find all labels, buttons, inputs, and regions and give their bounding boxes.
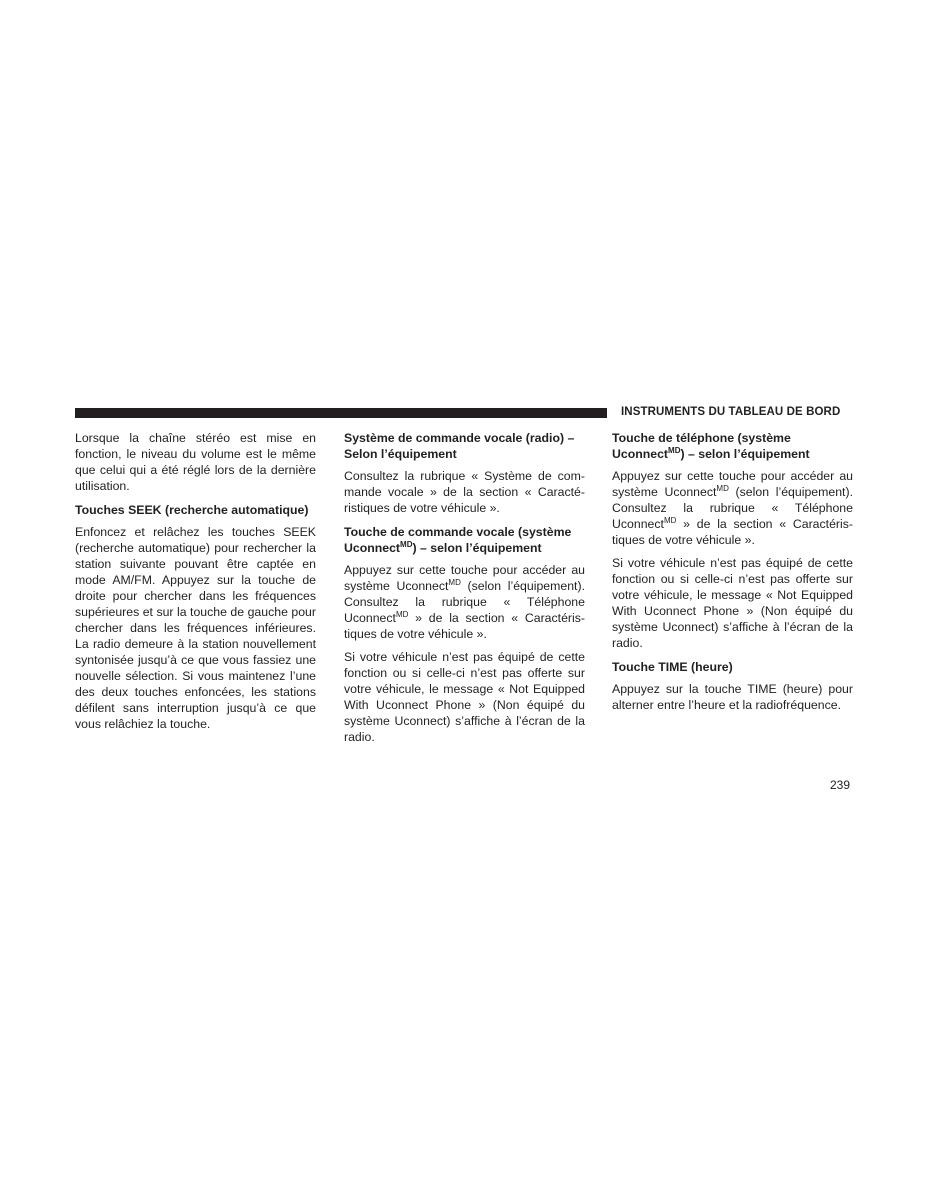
trademark-superscript: MD <box>395 609 409 619</box>
column-2 <box>344 430 585 752</box>
paragraph-time-button: Appuyez sur la touche TIME (heure) pour alterner entre l’heure et la radiofréquence. <box>612 682 853 712</box>
heading-phone-button: Touche de téléphone (système Uconnect$^{MD}$) – selon l’équipement <box>612 431 810 461</box>
heading-seek-buttons: Touches SEEK (recherche automatique) <box>75 503 309 517</box>
paragraph-not-equipped-message: Si votre véhicule n’est pas équipé de cette fonction ou si celle-ci n’est pas offerte sur votre véhicule, le message « Not Equipped With Uconnect Phone » (Non équipé du système Uconnect) s’affiche à l’écran de la radio. <box>344 650 585 744</box>
heading-time-button: Touche TIME (heure) <box>612 660 733 674</box>
paragraph-phone-button-usage: Appuyez sur cette touche pour accéder au système Uconnect$^{MD}$ (selon l’équipement). Consultez la rubrique « Téléphone Uconnect$^{MD}$ » de la section « Caractéristiques de votre véhicule ». <box>612 469 853 547</box>
heading-voice-command-system: Système de commande vocale (radio) – Selon l’équipement <box>344 431 575 461</box>
paragraph-voice-button-usage: Appuyez sur cette touche pour accéder au système Uconnect$^{MD}$ (selon l’équipement). Consultez la rubrique « Téléphone Uconnect$^{MD}$ » de la section « Caractéristiques de votre véhicule ». <box>344 563 585 641</box>
trademark-superscript: MD <box>668 445 681 455</box>
section-title: INSTRUMENTS DU TABLEAU DE BORD <box>621 406 841 418</box>
heading-text: Touche de commande vocale (système Uconnect <box>344 525 572 555</box>
trademark-superscript: MD <box>663 515 677 525</box>
heading-text: ) – selon l’équipement <box>412 541 542 555</box>
trademark-superscript: MD <box>716 483 729 493</box>
heading-voice-command-button <box>344 524 585 556</box>
column-3 <box>612 430 853 720</box>
column-1 <box>75 430 316 739</box>
paragraph-voice-command-ref: Consultez la rubrique « Système de commande vocale » de la section « Caractéristiques de votre véhicule ». <box>344 469 585 515</box>
page-number: 239 <box>830 778 851 792</box>
paragraph-phone-not-equipped: Si votre véhicule n’est pas équipé de cette fonction ou si celle-ci n’est pas offerte sur votre véhicule, le message « Not Equipped With Uconnect Phone » (Non équipé du système Uconnect) s’affiche à l’écran de la radio. <box>612 556 853 650</box>
section-header-bar <box>75 408 607 418</box>
paragraph-volume: Lorsque la chaîne stéréo est mise en fonction, le niveau du volume est le même que celui qui a été réglé lors de la dernière utilisation. <box>75 431 316 493</box>
paragraph-seek: Enfoncez et relâchez les touches SEEK (recherche automatique) pour rechercher la station suivante pouvant être captée en mode AM/FM. Appuyez sur la touche de droite pour chercher dans les fréquences supérieures et sur la touche de gauche pour chercher dans les fréquences inférieures. La radio demeure à la station nouvellement syntonisée jusqu’à ce que vous fassiez une nouvelle sélection. Si vous maintenez l’une des deux touches enfoncées, les stations défilent sans interruption jusqu’à ce que vous relâchiez la touche. <box>75 525 316 731</box>
trademark-superscript: MD <box>400 539 413 549</box>
trademark-superscript: MD <box>448 577 461 587</box>
